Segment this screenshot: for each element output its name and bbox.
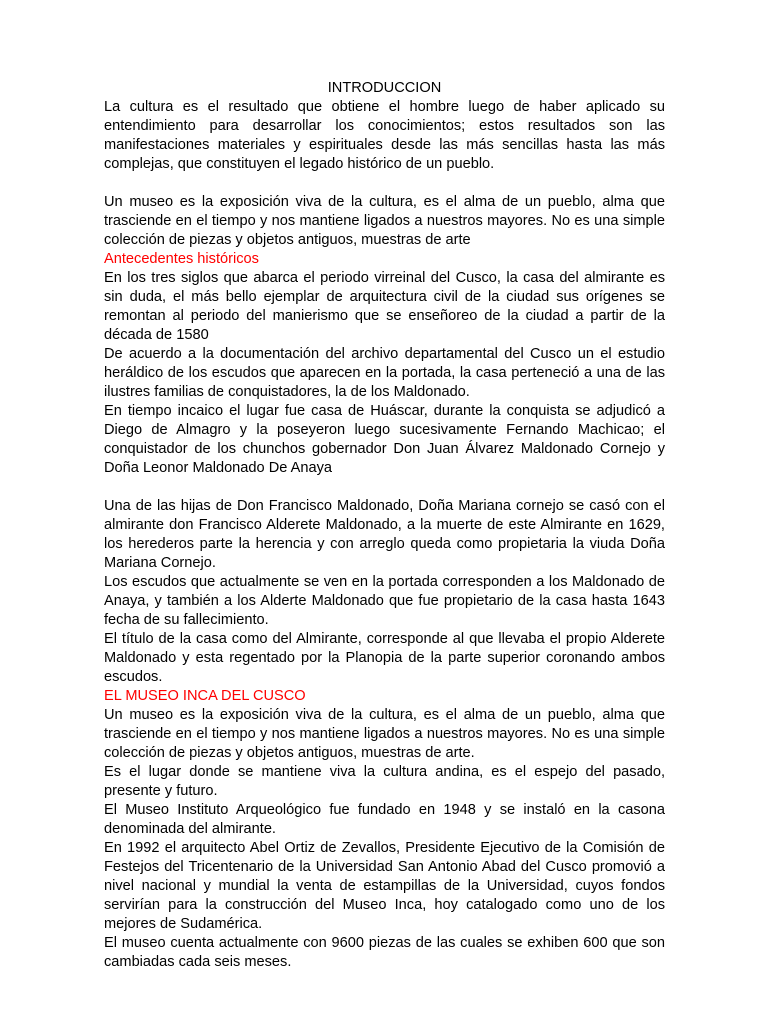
museo-paragraph-1: Un museo es la exposición viva de la cultura, es el alma de un pueblo, alma que trasciende en el tiempo y nos mantiene ligados a nuestros mayores. No es una simple colección de piezas y objetos antiguos, muestras de arte. (104, 707, 665, 761)
museo-paragraph-2: Es el lugar donde se mantiene viva la cultura andina, es el espejo del pasado, presente y futuro. (104, 764, 665, 799)
antecedentes-paragraph-1: En los tres siglos que abarca el periodo virreinal del Cusco, la casa del almirante es sin duda, el más bello ejemplar de arquitectura civil de la ciudad sus orígenes se remontan al periodo del manierismo que se enseñoreo de la ciudad a partir de la década de 1580 (104, 270, 665, 343)
paragraph-gap (104, 478, 665, 497)
section-heading-antecedentes: Antecedentes históricos (104, 251, 259, 267)
antecedentes-paragraph-5: Los escudos que actualmente se ven en la portada corresponden a los Maldonado de Anaya, y también a los Alderte Maldonado que fue propietario de la casa hasta 1643 fecha de su fallecimiento. (104, 574, 665, 628)
antecedentes-paragraph-4: Una de las hijas de Don Francisco Maldonado, Doña Mariana cornejo se casó con el almirante don Francisco Alderete Maldonado, a la muerte de este Almirante en 1629, los herederos parte la herencia y con arreglo queda como propietaria la viuda Doña Mariana Cornejo. (104, 498, 665, 571)
intro-paragraph-2: Un museo es la exposición viva de la cultura, es el alma de un pueblo, alma que trasciende en el tiempo y nos mantiene ligados a nuestros mayores. No es una simple colección de piezas y objetos antiguos, muestras de arte (104, 194, 665, 248)
document-title: INTRODUCCION (327, 80, 442, 96)
museo-paragraph-5: El museo cuenta actualmente con 9600 piezas de las cuales se exhiben 600 que son cambiadas cada seis meses. (104, 935, 665, 970)
antecedentes-paragraph-3: En tiempo incaico el lugar fue casa de Huáscar, durante la conquista se adjudicó a Diego de Almagro y la poseyeron luego sucesivamente Fernando Machicao; el conquistador de los chunchos gobernador Don Juan Álvarez Maldonado Cornejo y Doña Leonor Maldonado De Anaya (104, 403, 665, 476)
document-page (104, 79, 665, 972)
museo-paragraph-3: El Museo Instituto Arqueológico fue fundado en 1948 y se instaló en la casona denominada del almirante. (104, 802, 665, 837)
museo-paragraph-4: En 1992 el arquitecto Abel Ortiz de Zevallos, Presidente Ejecutivo de la Comisión de Festejos del Tricentenario de la Universidad San Antonio Abad del Cusco promovió a nivel nacional y mundial la venta de estampillas de la Universidad, cuyos fondos servirían para la construcción del Museo Inca, hoy catalogado como uno de los mejores de Sudamérica. (104, 840, 665, 932)
antecedentes-paragraph-2: De acuerdo a la documentación del archivo departamental del Cusco un el estudio heráldico de los escudos que aparecen en la portada, la casa perteneció a una de las ilustres familias de conquistadores, la de los Maldonado. (104, 346, 665, 400)
section-heading-museo-inca: EL MUSEO INCA DEL CUSCO (104, 688, 306, 704)
intro-paragraph-1: La cultura es el resultado que obtiene el hombre luego de haber aplicado su entendimiento para desarrollar los conocimientos; estos resultados son las manifestaciones materiales y espirituales desde las más sencillas hasta las más complejas, que constituyen el legado histórico de un pueblo. (104, 99, 665, 172)
antecedentes-paragraph-6: El título de la casa como del Almirante, corresponde al que llevaba el propio Alderete Maldonado y esta regentado por la Planopia de la parte superior coronando ambos escudos. (104, 631, 665, 685)
paragraph-gap (104, 174, 665, 193)
